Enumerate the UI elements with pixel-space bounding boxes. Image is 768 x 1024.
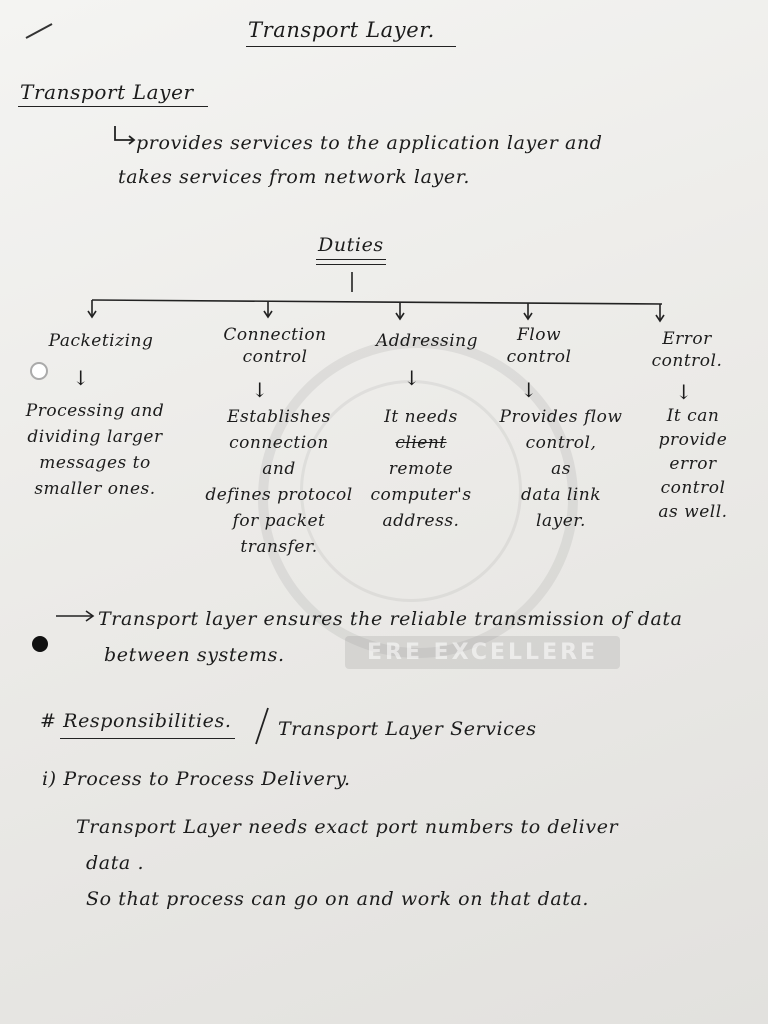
responsibilities-underline — [60, 738, 235, 739]
duty-desc-line: It needs — [384, 407, 458, 427]
slash-separator — [252, 706, 272, 746]
duty-connection-control — [210, 324, 340, 404]
responsibilities-heading-alt: Transport Layer Services — [278, 718, 537, 740]
down-arrow-icon: ↓ — [72, 366, 90, 390]
duty-desc-line: remote — [388, 459, 454, 479]
duty-desc-line: computer's — [370, 485, 472, 505]
duty-desc-line: control — [660, 478, 726, 498]
duty-desc-line: Provides flow — [499, 407, 623, 427]
duty-desc-line: transfer. — [240, 537, 318, 557]
duty-desc-line: as — [551, 459, 571, 479]
duty-desc-line: connection — [229, 433, 329, 453]
seal-motto-watermark: ERE EXCELLERE — [345, 636, 620, 669]
duty-connection-desc — [204, 404, 354, 560]
duty-error-control — [632, 328, 742, 406]
duty-title-line: Packetizing — [48, 331, 154, 351]
item-1-line-1: Transport Layer needs exact port numbers to deliver — [76, 816, 619, 838]
down-arrow-icon: ↓ — [675, 380, 693, 404]
duty-error-desc — [638, 404, 748, 524]
right-arrow-icon — [54, 608, 98, 624]
duty-desc-line: as well. — [658, 502, 728, 522]
duty-desc-line: address. — [382, 511, 460, 531]
duties-tree-lines — [0, 0, 768, 330]
duty-desc-line: defines protocol — [205, 485, 353, 505]
intro-line-2: takes services from network layer. — [118, 166, 470, 188]
duty-desc-line: error — [669, 454, 717, 474]
down-arrow-icon: ↓ — [520, 378, 538, 402]
page-title: Transport Layer. — [248, 18, 435, 42]
duty-title-line: Addressing — [376, 331, 478, 351]
down-arrow-icon: ↓ — [403, 366, 421, 390]
duty-title-line: control — [506, 347, 572, 367]
duty-title-line: control. — [651, 351, 723, 371]
down-arrow-icon: ↓ — [251, 378, 269, 402]
duty-packetizing-desc — [10, 398, 180, 502]
duty-desc-line: layer. — [536, 511, 586, 531]
duty-desc-line: for packet — [232, 511, 326, 531]
duty-desc-line: and — [262, 459, 296, 479]
duty-desc-line: control, — [525, 433, 597, 453]
duty-desc-line: provide — [658, 430, 728, 450]
duty-desc-line: Establishes — [227, 407, 331, 427]
duty-desc-line: It can — [666, 406, 720, 426]
duties-heading: Duties — [318, 234, 384, 256]
duty-desc-line-struck: client — [395, 433, 447, 453]
item-1-line-3: So that process can go on and work on that data. — [86, 888, 590, 910]
duty-title-line: Flow — [516, 325, 562, 345]
duty-desc-line: data link — [520, 485, 601, 505]
responsibilities-heading: # Responsibilities. — [40, 710, 232, 732]
item-1-title: i) Process to Process Delivery. — [42, 768, 351, 790]
duty-addressing-desc — [356, 404, 486, 534]
section-heading: Transport Layer — [20, 80, 194, 104]
punch-hole-dark — [32, 636, 48, 652]
duty-desc-line: dividing larger — [27, 427, 163, 447]
duty-desc-line: messages to — [39, 453, 151, 473]
punch-hole — [30, 362, 48, 380]
note-line-1: Transport layer ensures the reliable transmission of data — [98, 608, 683, 630]
item-1-line-2: data . — [86, 852, 145, 874]
note-line-2: between systems. — [104, 644, 285, 666]
duty-packetizing — [26, 328, 176, 392]
duty-title-line: control — [242, 347, 308, 367]
duty-flow-control — [484, 324, 594, 404]
duty-title-line: Connection — [223, 325, 327, 345]
duty-flow-desc — [494, 404, 628, 534]
duty-title-line: Error — [662, 329, 712, 349]
intro-line-1: provides services to the application layer and — [136, 132, 603, 154]
duty-desc-line: Processing and — [25, 401, 165, 421]
duty-desc-line: smaller ones. — [34, 479, 156, 499]
